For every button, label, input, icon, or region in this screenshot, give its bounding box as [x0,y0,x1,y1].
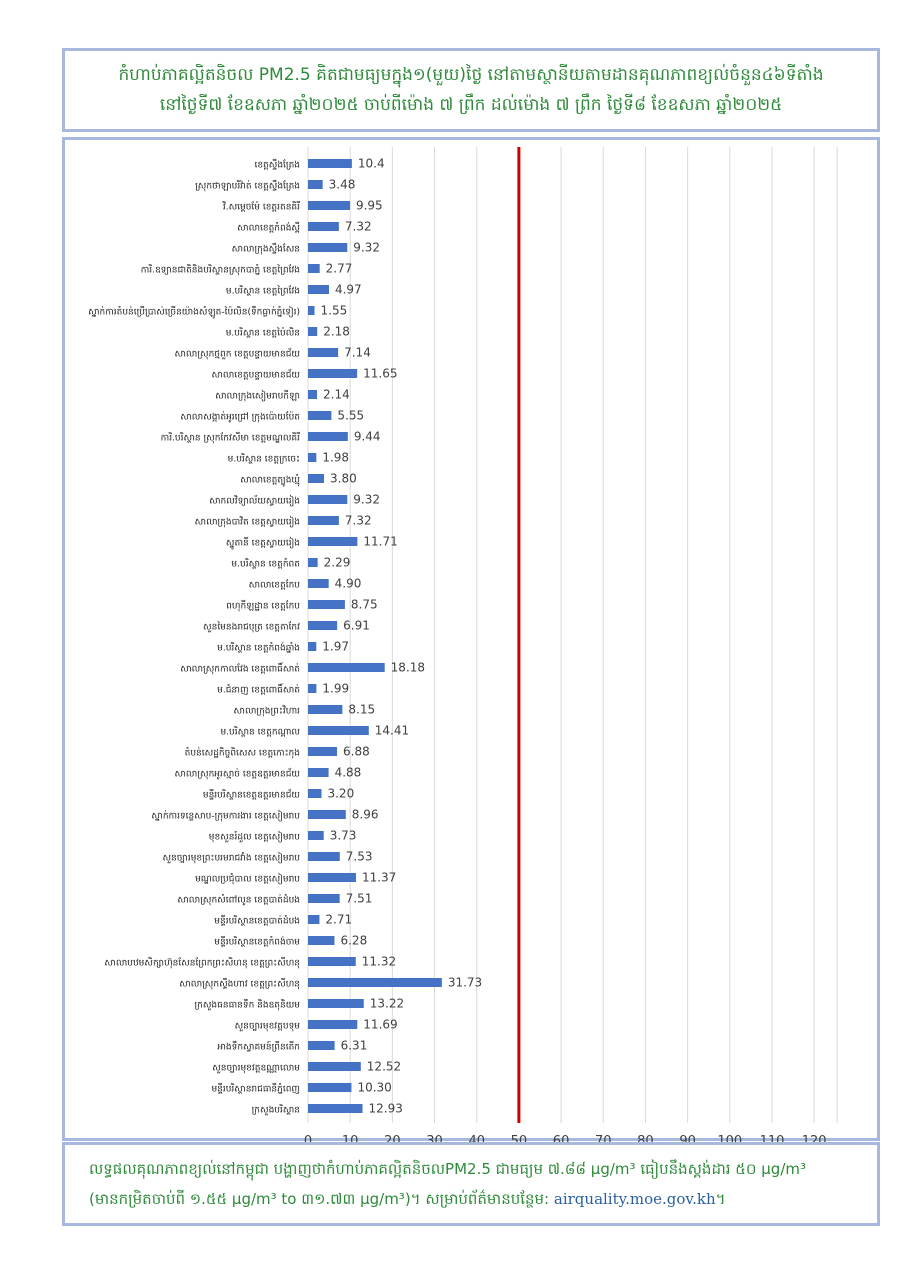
bar [308,894,340,903]
bar [308,159,352,168]
data-label: 8.15 [348,702,376,717]
bar [308,264,320,273]
category-label: សាលាស្រុកស្ទឹងហាវ ខេត្តព្រះសីហនុ [179,979,300,990]
bar [308,1083,351,1092]
category-label: សាលាស្រុកអូរស្មាច់ ខេត្តឧត្តរមានជ័យ [174,769,300,780]
data-label: 4.88 [334,765,362,780]
bar [308,789,321,798]
bar [308,348,338,357]
category-label: សាលាក្រុងស្ទឹងសែន [231,244,300,255]
data-label: 8.96 [351,807,379,822]
bar [308,432,348,441]
bar [308,915,319,924]
data-label: 7.32 [344,219,372,234]
bar [308,810,346,819]
bar [308,957,356,966]
bar-chart [65,140,877,1138]
category-label: ម.បរិស្ថាន ខេត្តក្រចេះ [227,454,300,465]
bar [308,222,339,231]
category-label: ការិ.ឧទ្យានជាតិនិងបរិស្ថានស្រុកបាភ្នំ ខេត្តព្រៃវែង [140,265,300,276]
data-label: 10.30 [357,1080,392,1095]
bar [308,579,329,588]
category-label: វិ.សម្តេចម៉ែ ខេត្តរតនគិរី [222,202,300,213]
bar [308,1104,363,1113]
bar [308,558,318,567]
data-label: 7.53 [345,849,373,864]
category-label: ម.បរិស្ថាន ខេត្តព្រៃវែង [225,286,300,297]
category-label: សួនមៃនងរាជបុត្រ ខេត្តតាកែវ [203,622,300,633]
data-label: 12.93 [368,1101,403,1116]
data-label: 1.97 [322,639,350,654]
category-label: ម.បរិស្ថាន ខេត្តប៉ៃលិន [225,328,300,339]
category-label: ម.បរិស្ថាន ខេត្តកណ្ដាល [220,727,300,738]
bar [308,180,323,189]
chart-panel [62,137,880,1141]
data-label: 5.55 [337,408,365,423]
category-label: ស្នាក់ការទន្លេសាប-ក្រុមការងារ ខេត្តសៀមរាប [151,811,300,822]
bar [308,390,317,399]
category-label: សាលាសង្កាត់អូរជ្រៅ ក្រុងប៉ោយប៉ែត [180,412,300,423]
bar [308,999,364,1008]
bar [308,201,350,210]
category-label: សួនច្បារមុខព្រះបរមរាជវាំង ខេត្តសៀមរាប [162,853,300,864]
category-label: សាលាខេត្តកែប [248,580,300,591]
bar [308,495,347,504]
data-label: 3.48 [328,177,356,192]
category-label: សាលាខេត្តបន្ទាយមានជ័យ [211,370,300,381]
data-label: 1.99 [322,681,350,696]
category-label: សាលាក្រុងបាវិត ខេត្តស្វាយរៀង [194,517,300,528]
bar [308,642,316,651]
bar [308,978,442,987]
bar [308,747,337,756]
data-label: 11.37 [361,870,397,885]
category-label: ស្នាក់ការតំបន់ប្រើប្រាស់ច្រើនយ៉ាងសំឡូត-ប៉ៃលិន(ទឹកធ្លាក់ភ្នំទៀរ) [88,307,300,318]
data-label: 9.32 [353,240,381,255]
bar [308,873,356,882]
category-label: មណ្ឌលប្រជុំបាល ខេត្តសៀមរាប [195,874,300,885]
data-label: 10.4 [357,156,385,171]
data-label: 18.18 [390,660,426,675]
summary-box [62,1142,880,1226]
category-label: ការិ.បរិស្ថាន ស្រុកកែវសីមា ខេត្តមណ្ឌលគិរី [160,433,300,444]
bar [308,474,324,483]
category-label: សាលាខេត្តត្បូងឃ្មុំ [240,475,300,486]
category-label: ខេត្តស្ទឹងត្រែង [254,160,300,171]
chart-title-line-2: នៅថ្ងៃទី៧ ខែឧសភា ឆ្នាំ២០២៥ ចាប់ពីម៉ោង ៧ ព្រឹក ដល់ម៉ោង ៧ ព្រឹក ថ្ងៃទី៨ ខែឧសភា ឆ្នាំ២០២៥ [159,95,783,115]
data-label: 14.41 [374,723,410,738]
bar [308,537,357,546]
bar [308,369,357,378]
bar [308,327,317,336]
data-label: 11.65 [363,366,398,381]
data-label: 9.44 [353,429,381,444]
data-label: 1.55 [320,303,348,318]
data-label: 6.88 [343,744,370,759]
bar [308,1062,361,1071]
category-label: ពហុកីឡដ្ឋាន ខេត្តកែប [226,601,300,612]
data-label: 7.51 [345,891,373,906]
chart-title-line-1: កំហាប់ភាគល្អិតនិចល PM2.5 គិតជាមធ្យមក្នុង១(មួយ)ថ្ងៃ នៅតាមស្ថានីយតាមដានគុណភាពខ្យល់ចំនួន៤៦ទីតាំង [118,65,824,85]
bar [308,936,334,945]
category-label: មុខសួនរំដួល ខេត្តសៀមរាប [208,832,300,843]
category-label: សួនច្បារមុខវត្តឧណ្ណាលោម [212,1063,300,1074]
bar [308,453,316,462]
data-label: 4.97 [334,282,362,297]
data-label: 2.14 [323,387,350,402]
category-label: សាលាស្រុកថ្មពួក ខេត្តបន្ទាយមានជ័យ [174,349,300,360]
category-label: ស្រុកថាឡាបរិវ៉ាត់ ខេត្តស្ទឹងត្រែង [195,181,300,192]
data-label: 4.90 [334,576,362,591]
category-label: សាលាក្រុងសៀមរាបកីឡា [215,391,300,402]
chart-title-box [62,48,880,132]
data-label: 6.31 [340,1038,368,1053]
summary-end-mark: ។ [715,1190,726,1208]
data-label: 12.52 [366,1059,402,1074]
summary-line-2 [89,1184,877,1214]
bar [308,621,337,630]
data-label: 6.28 [340,933,368,948]
data-label: 8.75 [350,597,378,612]
bar [308,1041,335,1050]
category-label: សាលាបឋមសិក្សាហ៊ុនសែនព្រែកព្រះសិហនុ ខេត្តព្រះសីហនុ [104,958,300,969]
bar [308,831,324,840]
bar [308,726,369,735]
website-link[interactable]: airquality.moe.gov.kh [553,1190,716,1208]
category-label: សាលាខេត្តកំពង់ស្ពឺ [237,223,300,234]
bar [308,243,347,252]
data-label: 2.29 [323,555,351,570]
bar [308,663,385,672]
category-label: មន្ទីរបរិស្ថានរាជធានីភ្នំពេញ [211,1084,300,1095]
bar [308,285,329,294]
bar [308,684,316,693]
category-label: ម.បរិស្ថាន ខេត្តកំពត [231,559,300,570]
category-label: សាលាក្រុងព្រះវិហារ [233,706,300,717]
category-label: សាលាស្រុកសំពៅលូន ខេត្តបាត់ដំបង [177,895,300,906]
data-label: 1.98 [322,450,350,465]
bar [308,705,342,714]
data-label: 13.22 [369,996,405,1011]
category-label: សាលាស្រុកកាលវែង ខេត្តពោធិ៍សាត់ [180,664,300,675]
data-label: 6.91 [343,618,370,633]
category-label: មន្ទីរបរិស្ថានខេត្តឧត្តរមានជ័យ [202,790,300,801]
bar [308,411,331,420]
data-label: 3.20 [327,786,355,801]
data-label: 2.18 [323,324,350,339]
data-label: 2.71 [325,912,353,927]
category-label: មន្ទីរបរិស្ថានខេត្តបាត់ដំបង [214,916,300,927]
category-label: ក្រសួងបរិស្ថាន [251,1105,300,1116]
data-label: 3.80 [330,471,357,486]
category-label: សួនច្បារមុខវត្តបទុម [234,1021,300,1032]
summary-line-1: លទ្ធផលគុណភាពខ្យល់នៅកម្ពុជា បង្ហាញថាកំហាប់ភាគល្អិតនិចលPM2.5 ជាមធ្យម ៧.៨៨ µg/m³ ធៀបនឹងស្តង់ដារ ៥០ µg/m³ [89,1160,807,1178]
summary-range-text: (មានកម្រិតចាប់ពី ១.៥៥ µg/m³ to ៣១.៧៣ µg/m³)។ សម្រាប់ព័ត៌មានបន្ថែម: [89,1190,554,1208]
category-label: តំបន់សេដ្ឋកិច្ចពិសេស ខេត្តកោះកុង [184,748,300,759]
bar [308,1020,357,1029]
category-label: អាងទឹកស្វាគមន៍ព្រីនតើក [217,1042,300,1053]
category-label: ម.បរិស្ថាន ខេត្តកំពង់ឆ្នាំង [217,643,300,654]
data-label: 9.95 [355,198,383,213]
data-label: 2.77 [325,261,353,276]
data-label: 11.71 [363,534,398,549]
bar [308,768,329,777]
bar [308,852,340,861]
data-label: 7.14 [344,345,371,360]
data-label: 31.73 [447,975,483,990]
data-label: 3.73 [329,828,357,843]
data-label: 11.69 [363,1017,398,1032]
bar [308,306,315,315]
bar [308,600,345,609]
category-label: សាកលវិទ្យាល័យស្វាយរៀង [209,496,300,507]
category-label: ក្រសួងធនធានទឹក និងឧតុនិយម [194,1000,300,1011]
category-label: ស្នូតានី ខេត្តស្វាយរៀង [225,538,300,549]
data-label: 11.32 [361,954,397,969]
category-label: មន្ទីរបរិស្ថានខេត្តកំពង់ចាម [214,937,300,948]
data-label: 7.32 [344,513,372,528]
bar [308,516,339,525]
data-label: 9.32 [353,492,381,507]
category-label: ម.ជំនាញ ខេត្តពោធិ៍សាត់ [217,685,300,696]
